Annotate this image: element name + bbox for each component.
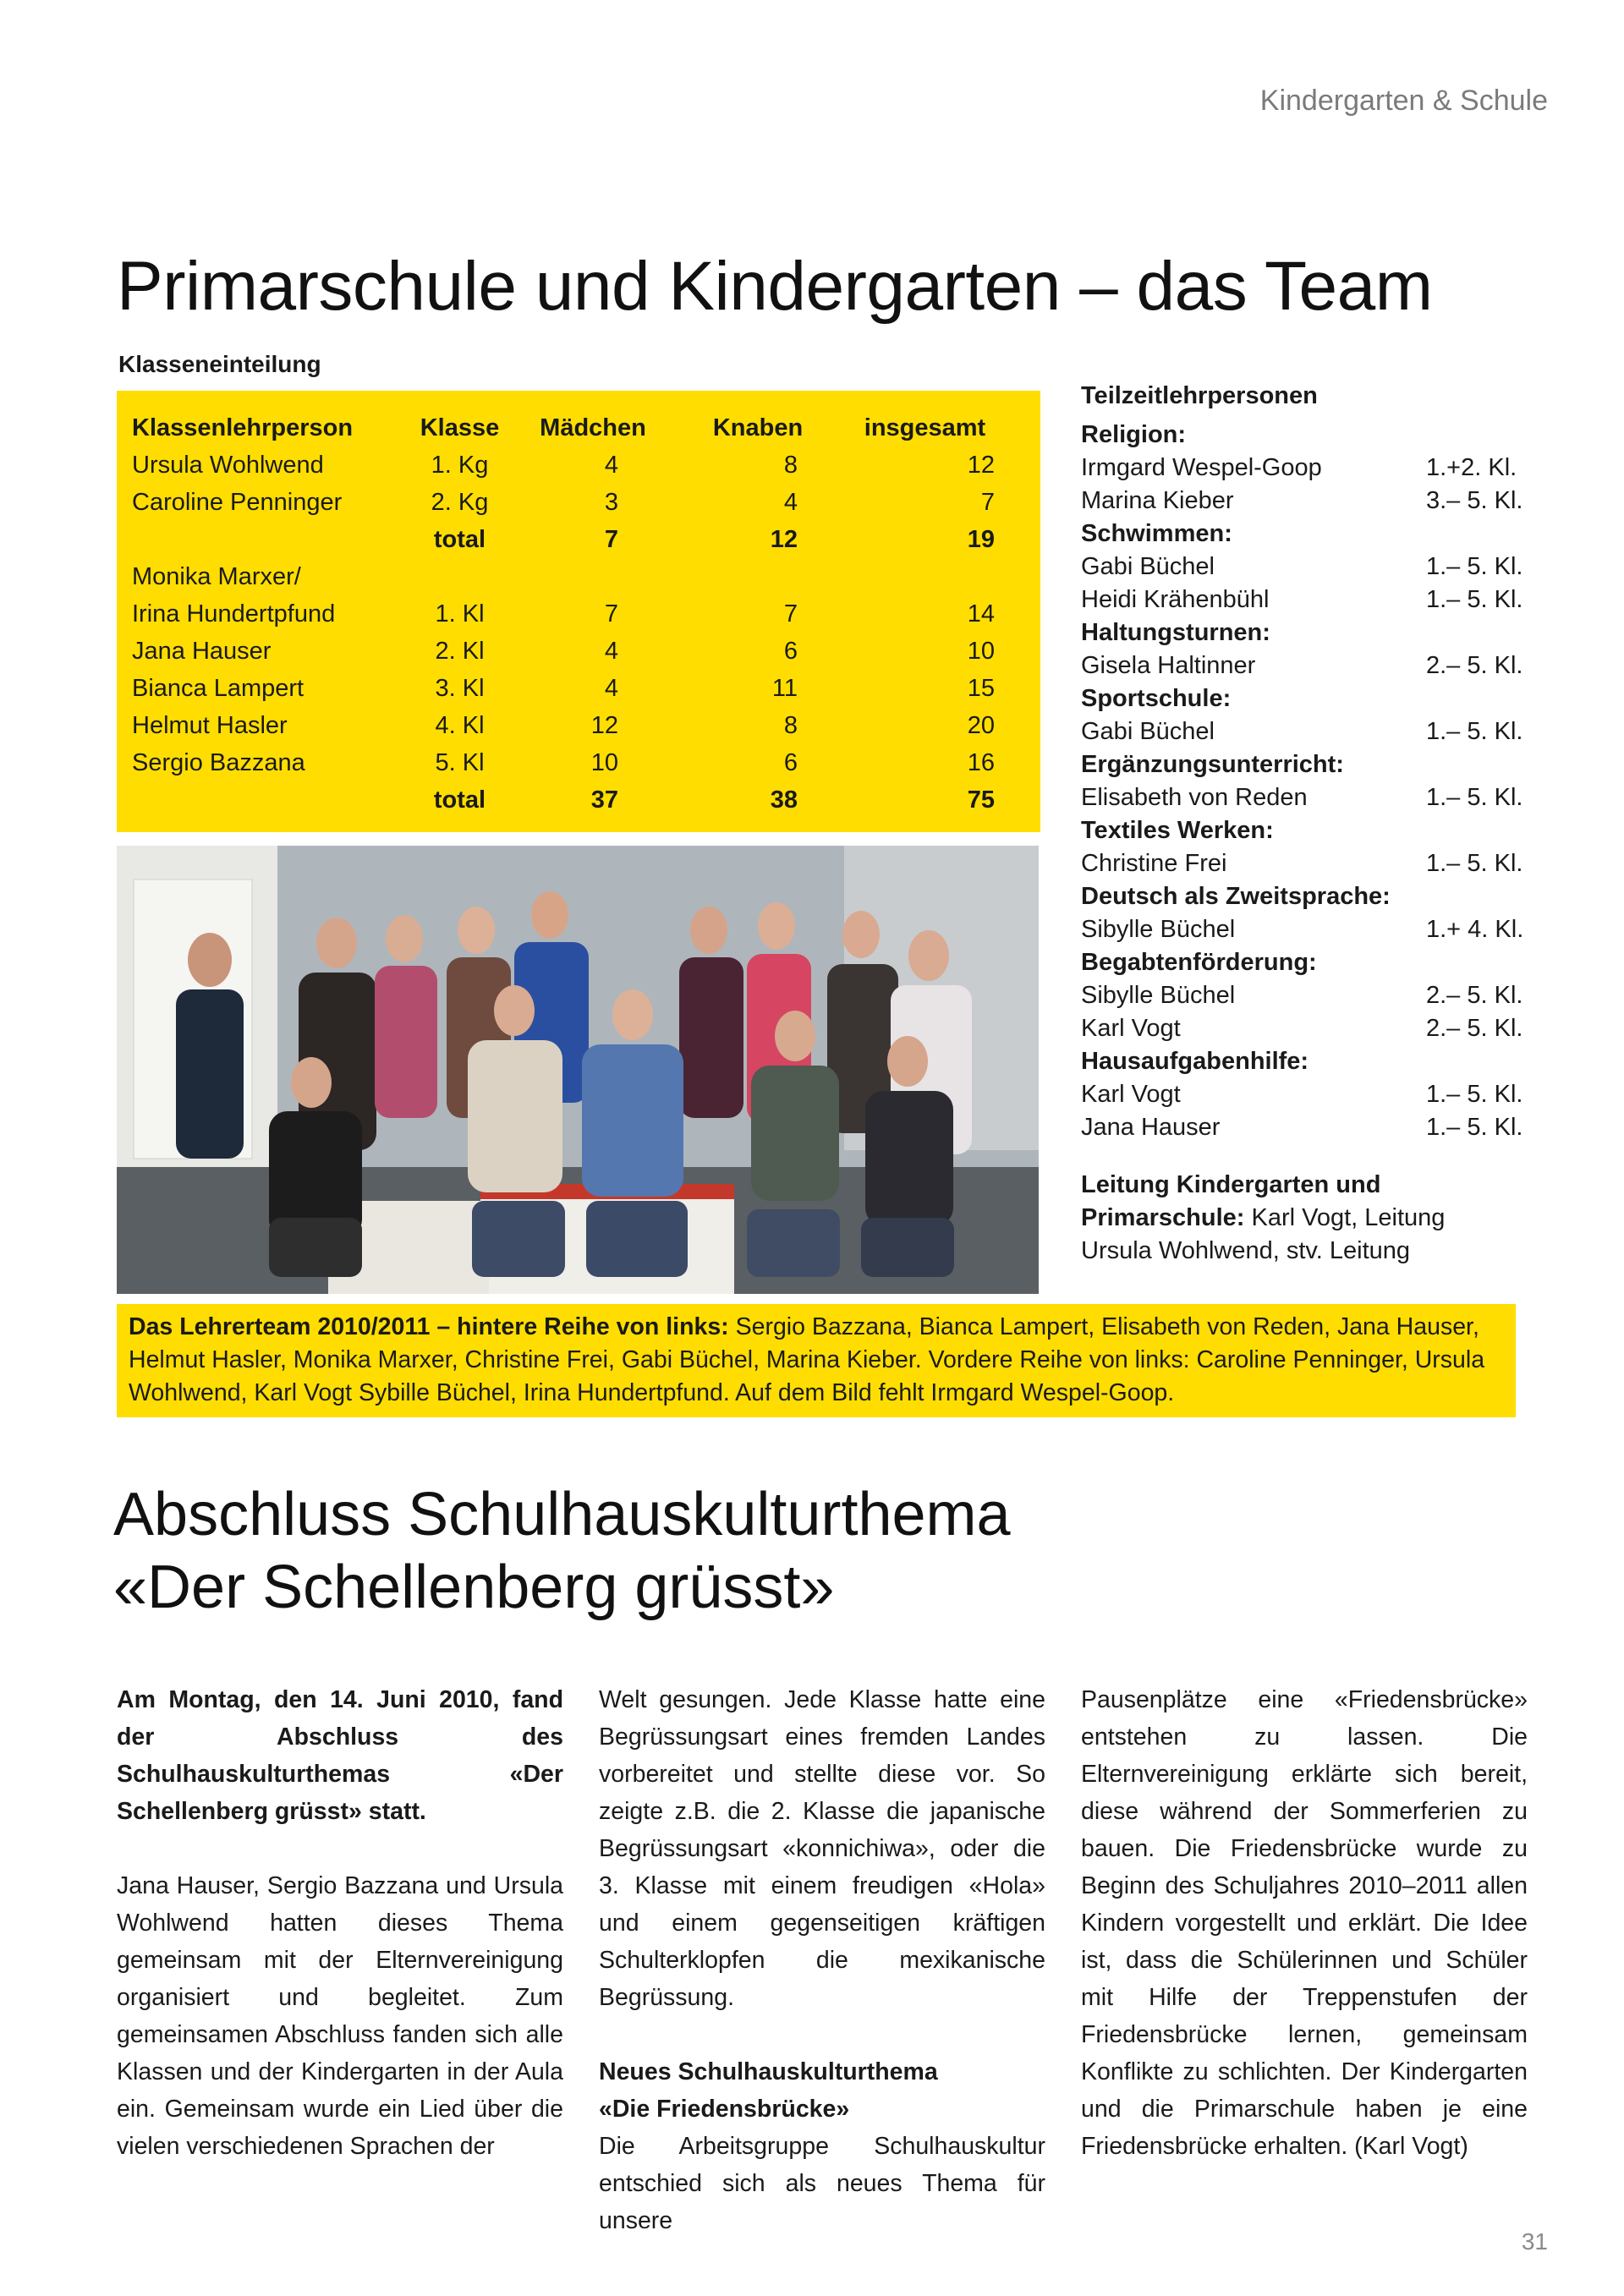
part-time-row [1081, 781, 1521, 814]
table-cell [411, 558, 508, 595]
article-paragraph: Welt gesungen. Jede Klasse hatte eine Begrüssungsart eines fremden Landes vorbereitet und stellte diese vor. So zeigte z.B. die 2. Klasse die japanische Begrüssungsart «konnichiwa», oder die 3. Klasse mit einem freudigen «Hola» und einem gegenseitigen kräftigen Schulterklopfen die mexikanische Begrüssung. [599, 1686, 1045, 2011]
table-cell: 7 [980, 488, 995, 516]
part-time-category: Schwimmen: [1081, 520, 1232, 547]
table-row [132, 670, 1012, 707]
leadership-line3: Ursula Wohlwend, stv. Leitung [1081, 1237, 1411, 1264]
teacher-name: Elisabeth von Reden [1081, 784, 1308, 811]
part-time-row [1081, 584, 1521, 616]
part-time-list [1081, 419, 1524, 1144]
table-cell: Caroline Penninger [132, 488, 343, 516]
teacher-name: Gabi Büchel [1081, 553, 1215, 580]
article-paragraph: Pausenplätze eine «Friedensbrücke» entstehen zu lassen. Die Elternvereinigung erklärte sich bereit, diese während der Sommerferien zu bauen. Die Friedensbrücke wurde zu Beginn des Schuljahres 2010–2011 allen Kindern vorgestellt und erklärt. Die Idee ist, dass die Schülerinnen und Schüler mit Hilfe der Treppenstufen der Friedensbrücke lernen, gemeinsam Konflikte zu schlichten. Der Kindergarten und die Primarschule haben je eine Friedensbrücke erhalten. (Karl Vogt) [1081, 1686, 1528, 2160]
teacher-grades: 1.– 5. Kl. [1426, 784, 1523, 811]
table-row [132, 447, 1012, 484]
teacher-name: Gabi Büchel [1081, 718, 1215, 745]
teacher-name: Marina Kieber [1081, 487, 1234, 514]
teacher-grades: 2.– 5. Kl. [1426, 1015, 1523, 1042]
teacher-grades: 1.– 5. Kl. [1426, 1081, 1523, 1108]
teacher-grades: 1.– 5. Kl. [1426, 850, 1523, 877]
table-row [132, 484, 1012, 521]
article-column-2 [599, 1681, 1045, 2239]
part-time-row [1081, 649, 1521, 682]
table-cell [678, 558, 838, 595]
teacher-name: Irmgard Wespel-Goop [1081, 454, 1322, 481]
column-header: insgesamt [864, 414, 986, 441]
teacher-name: Jana Hauser [1081, 1114, 1221, 1141]
teacher-name: Sibylle Büchel [1081, 982, 1236, 1009]
part-time-row [1081, 715, 1521, 748]
table-cell: 6 [783, 637, 798, 665]
part-time-category: Sportschule: [1081, 685, 1232, 712]
teacher-grades: 1.– 5. Kl. [1426, 718, 1523, 745]
table-cell: 75 [967, 786, 995, 814]
leadership-block [1081, 1169, 1521, 1268]
part-time-row [1081, 847, 1521, 880]
page-number: 31 [1521, 2228, 1548, 2255]
article-lead: Am Montag, den 14. Juni 2010, fand der Abschluss des Schulhauskulturthemas «Der Schellenberg grüsst» statt. [117, 1686, 563, 1825]
teacher-grades: 2.– 5. Kl. [1426, 982, 1523, 1009]
teacher-name: Heidi Krähenbühl [1081, 586, 1270, 613]
table-cell: 6 [783, 748, 798, 776]
table-cell: 11 [771, 674, 798, 702]
class-table-box [117, 391, 1040, 832]
teacher-grades: 1.– 5. Kl. [1426, 586, 1523, 613]
table-cell: Sergio Bazzana [132, 748, 305, 776]
part-time-category: Hausaufgabenhilfe: [1081, 1048, 1309, 1075]
table-cell: 20 [967, 711, 995, 739]
part-time-category: Ergänzungsunterricht: [1081, 751, 1344, 778]
part-time-category: Religion: [1081, 421, 1187, 448]
teacher-grades: 1.– 5. Kl. [1426, 553, 1523, 580]
table-row [132, 744, 1012, 781]
team-photo-illustration [117, 846, 1039, 1294]
table-cell: 10 [967, 637, 995, 665]
article-title [113, 1478, 1011, 1624]
part-time-row [1081, 979, 1521, 1012]
teacher-grades: 1.– 5. Kl. [1426, 1114, 1523, 1141]
part-time-category: Textiles Werken: [1081, 817, 1274, 844]
article-paragraph: Jana Hauser, Sergio Bazzana und Ursula Wohlwend hatten dieses Thema gemeinsam mit der Elternvereinigung organisiert und begleitet. Zum gemeinsamen Abschluss fanden sich alle Klassen und der Kindergarten in der Aula ein. Gemeinsam wurde ein Lied über die vielen verschiedenen Sprachen der [117, 1872, 563, 2160]
table-cell [508, 558, 678, 595]
table-cell: 12 [967, 451, 995, 479]
table-cell [838, 558, 1012, 595]
column-header: Knaben [712, 414, 804, 441]
page-title: Primarschule und Kindergarten – das Team [117, 248, 1433, 325]
table-cell: 16 [967, 748, 995, 776]
table-cell: 1. Kg [431, 451, 489, 479]
table-cell: 8 [783, 451, 798, 479]
column-header: Klassenlehrperson [132, 414, 354, 441]
table-cell: total [433, 786, 486, 814]
table-cell: 2. Kl [435, 637, 485, 665]
table-cell: 15 [967, 674, 995, 702]
table-cell: Bianca Lampert [132, 674, 304, 702]
part-time-row [1081, 485, 1521, 518]
article-subheading: Neues Schulhauskulturthema [599, 2058, 938, 2085]
column-header: Mädchen [540, 414, 646, 441]
table-cell [132, 521, 411, 558]
teacher-grades: 1.+ 4. Kl. [1426, 916, 1524, 943]
table-cell: 37 [590, 786, 618, 814]
teacher-name: Christine Frei [1081, 850, 1227, 877]
section-label: Kindergarten & Schule [1259, 85, 1548, 117]
table-cell: 4. Kl [435, 711, 485, 739]
table-cell: Jana Hauser [132, 637, 272, 665]
table-cell: 38 [770, 786, 798, 814]
teacher-grades: 1.+2. Kl. [1426, 454, 1517, 481]
teacher-name: Karl Vogt [1081, 1015, 1181, 1042]
part-time-category: Haltungsturnen: [1081, 619, 1270, 646]
class-table-header-row [132, 409, 1012, 447]
table-cell [132, 781, 411, 819]
part-time-category: Deutsch als Zweitsprache: [1081, 883, 1391, 910]
table-cell: 10 [590, 748, 618, 776]
table-row [132, 633, 1012, 670]
part-time-row [1081, 1078, 1521, 1111]
table-cell: Ursula Wohlwend [132, 451, 324, 479]
teacher-grades: 2.– 5. Kl. [1426, 652, 1523, 679]
teacher-name: Karl Vogt [1081, 1081, 1181, 1108]
article-column-1 [117, 1681, 563, 2202]
table-cell: 3 [604, 488, 618, 516]
team-photo [117, 846, 1039, 1294]
table-cell: 4 [783, 488, 798, 516]
table-cell: 4 [604, 637, 618, 665]
article-subheading: «Die Friedensbrücke» [599, 2096, 850, 2123]
part-time-teachers [1081, 382, 1524, 1144]
part-time-row [1081, 1111, 1521, 1144]
table-cell: 7 [783, 600, 798, 627]
table-cell: 19 [967, 525, 995, 553]
leadership-line1: Leitung Kindergarten und [1081, 1171, 1381, 1198]
table-cell: 1. Kl [435, 600, 485, 627]
table-cell: Helmut Hasler [132, 711, 288, 739]
table-cell: 4 [604, 451, 618, 479]
photo-caption [117, 1304, 1516, 1417]
table-cell: total [433, 525, 486, 553]
table-cell: Monika Marxer/ [132, 562, 301, 590]
table-cell: 12 [770, 525, 798, 553]
part-time-category: Begabtenförderung: [1081, 949, 1317, 976]
class-table-label: Klasseneinteilung [118, 351, 321, 377]
part-time-heading: Teilzeitlehrpersonen [1081, 382, 1318, 409]
table-cell: 12 [590, 711, 618, 739]
teacher-name: Sibylle Büchel [1081, 916, 1236, 943]
table-cell: 3. Kl [435, 674, 485, 702]
table-row [132, 707, 1012, 744]
caption-text: Sergio Bazzana, Bianca Lampert, Elisabeth von Reden, Jana Hauser, Helmut Hasler, Monika Marxer, Christine Frei, Gabi Büchel, Marina Kieber. Vordere Reihe von links: Caroline Penninger, Ursula Wohlwend, Karl Vogt Sybille Büchel, Irina Hundertpfund. Auf dem Bild fehlt Irmgard Wespel-Goop. [129, 1313, 1485, 1406]
leadership-line2: Karl Vogt, Leitung [1244, 1204, 1446, 1231]
table-row [132, 595, 1012, 633]
table-cell: 5. Kl [435, 748, 485, 776]
teacher-name: Gisela Haltinner [1081, 652, 1256, 679]
article-title-line2: «Der Schellenberg grüsst» [113, 1553, 835, 1621]
table-cell: 14 [967, 600, 995, 627]
table-cell: 2. Kg [431, 488, 489, 516]
table-cell: 7 [604, 525, 618, 553]
column-header: Klasse [420, 414, 500, 441]
table-row [132, 558, 1012, 595]
table-cell: 4 [604, 674, 618, 702]
table-cell: 8 [783, 711, 798, 739]
article-column-3 [1081, 1681, 1528, 2202]
table-cell: 7 [604, 600, 618, 627]
part-time-row [1081, 1012, 1521, 1045]
article-title-line1: Abschluss Schulhauskulturthema [113, 1481, 1011, 1548]
class-table [132, 409, 1012, 819]
article-paragraph: Die Arbeitsgruppe Schulhauskultur entschied sich als neues Thema für unsere [599, 2133, 1045, 2234]
caption-bold: Das Lehrerteam 2010/2011 – hintere Reihe von links: [129, 1313, 729, 1340]
table-row [132, 521, 1012, 558]
part-time-row [1081, 551, 1521, 584]
teacher-grades: 3.– 5. Kl. [1426, 487, 1523, 514]
part-time-row [1081, 452, 1521, 485]
table-cell: Irina Hundertpfund [132, 600, 336, 627]
part-time-row [1081, 913, 1524, 946]
table-row [132, 781, 1012, 819]
leadership-line2-bold: Primarschule: [1081, 1204, 1245, 1231]
